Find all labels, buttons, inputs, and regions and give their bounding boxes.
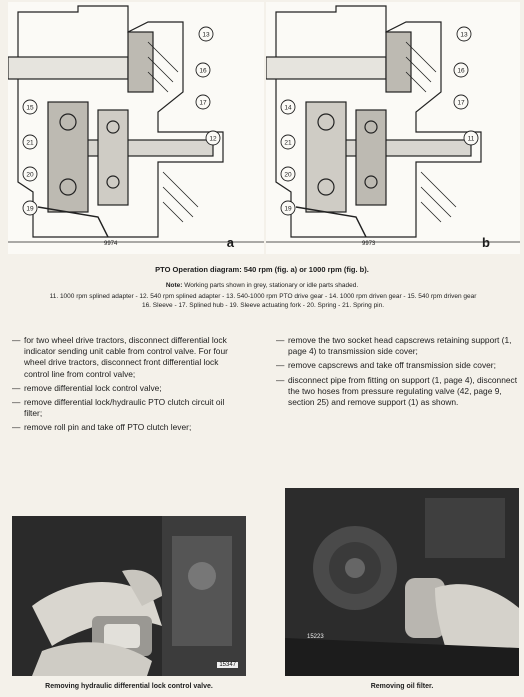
step-text: remove the two socket head capscrews retaining support (1, page 4) to transmission side cover; <box>288 335 512 357</box>
photo-left-image <box>12 516 246 676</box>
callout-19-b: 19 <box>284 205 292 213</box>
figure-letter-a: a <box>226 235 234 250</box>
photo-right-caption: Removing oil filter. <box>370 683 434 690</box>
step-dash: — <box>12 422 21 433</box>
step-dash: — <box>276 374 285 385</box>
note-text: Working parts shown in grey, stationary or idle parts shaded. <box>182 282 359 289</box>
steps-left-column <box>12 335 244 437</box>
note-label: Note: <box>165 282 183 289</box>
figure-letter-b: b <box>482 235 490 250</box>
step-item <box>12 335 244 380</box>
diagram-legend <box>6 292 520 310</box>
callout-13-b: 13 <box>460 31 468 39</box>
pto-diagram-a-drawing <box>8 2 264 254</box>
callout-15-a: 15 <box>26 104 34 112</box>
callout-14-b: 14 <box>284 104 292 112</box>
step-item <box>12 397 244 419</box>
step-dash: — <box>12 397 21 408</box>
step-text: remove differential lock control valve; <box>24 382 162 393</box>
diagram-caption-title: PTO Operation diagram: 540 rpm (fig. a) or 1000 rpm (fig. b). <box>155 265 369 274</box>
step-text: remove differential lock/hydraulic PTO clutch circuit oil filter; <box>24 397 225 419</box>
callout-16-a: 16 <box>199 67 207 75</box>
legend-line-1: 11. 1000 rpm splined adapter - 12. 540 rpm splined adapter - 13. 540-1000 rpm PTO drive gear - 14. 1000 rpm driven gear - 15. 540 rpm driven gear <box>49 293 477 300</box>
callout-13-a: 13 <box>202 31 210 39</box>
legend-line-2: 16. Sleeve - 17. Splined hub - 19. Sleeve actuating fork - 20. Spring - 21. Spring pin. <box>141 302 385 309</box>
step-dash: — <box>276 335 285 345</box>
step-text: for two wheel drive tractors, disconnect differential lock indicator sending unit cable from control valve. For four wheel drive tractors, disconnect front differential lock control line from control valve; <box>24 335 228 379</box>
callout-21-a: 21 <box>26 139 34 147</box>
step-dash: — <box>12 382 21 393</box>
diagram-caption-note <box>0 282 524 289</box>
step-text: remove roll pin and take off PTO clutch lever; <box>24 422 192 433</box>
callout-17-b: 17 <box>457 99 465 107</box>
callout-12-a: 12 <box>209 135 217 143</box>
step-text: remove capscrews and take off transmission side cover; <box>288 360 496 371</box>
photo-left-number: 15347 <box>219 662 236 668</box>
callout-19-a: 19 <box>26 205 34 213</box>
callout-11-b: 11 <box>467 135 475 143</box>
callout-17-a: 17 <box>199 99 207 107</box>
photo-oil-filter-removal <box>285 488 519 676</box>
pto-diagram-b <box>266 2 520 254</box>
callout-16-b: 16 <box>457 67 465 75</box>
step-item <box>276 375 520 409</box>
step-text: disconnect pipe from fitting on support (1, page 4), disconnect the two hoses from pressure regulating valve (42, page 9, section 25) and remove support (1) as shown. <box>288 374 518 408</box>
step-dash: — <box>276 360 285 371</box>
pto-diagram-a <box>8 2 264 254</box>
steps-right-column <box>276 335 520 411</box>
step-item <box>276 335 520 357</box>
pto-diagram-b-drawing <box>266 2 520 254</box>
callout-20-a: 20 <box>26 171 34 179</box>
step-item <box>276 360 520 371</box>
photo-right-image <box>285 488 519 676</box>
photo-control-valve-removal <box>12 516 246 676</box>
photo-right-number: 15223 <box>307 634 324 640</box>
figure-number-a: 9974 <box>104 241 118 247</box>
figure-number-b: 9973 <box>362 241 376 247</box>
callout-21-b: 21 <box>284 139 292 147</box>
photo-left-caption: Removing hydraulic differential lock control valve. <box>45 683 213 690</box>
callout-20-b: 20 <box>284 171 292 179</box>
step-item <box>12 422 244 433</box>
step-dash: — <box>12 335 21 345</box>
step-item <box>12 383 244 394</box>
